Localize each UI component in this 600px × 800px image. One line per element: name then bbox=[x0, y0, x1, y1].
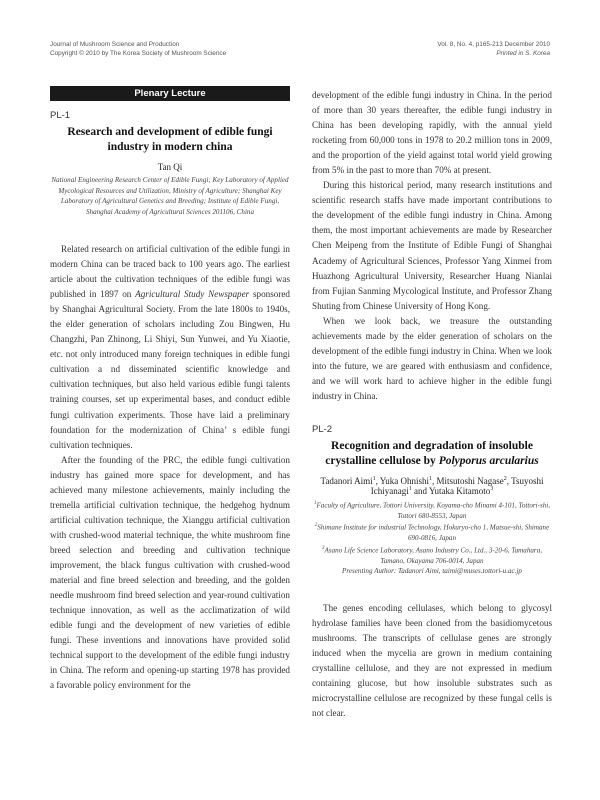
abstract-body bbox=[312, 601, 552, 721]
author-affil-mark: 1 bbox=[429, 475, 433, 482]
issue-header bbox=[437, 40, 550, 58]
left-column bbox=[50, 86, 290, 693]
affil-mark: 2 bbox=[314, 523, 318, 529]
affiliation bbox=[312, 521, 552, 543]
affiliation-text: Shimane Institute for industrial Technology, Hokuryo-cho 1, Matsue-shi, Shimane 690-0816, Japan bbox=[317, 523, 550, 543]
species-name: Polyporus arcularius bbox=[438, 454, 539, 467]
copyright-line: Copyright © 2010 by The Korea Society of Mushroom Science bbox=[50, 50, 227, 57]
title-text: Recognition and degradation of insoluble crystalline cellulose by bbox=[325, 439, 533, 467]
paragraph bbox=[50, 242, 290, 453]
paragraph: After the founding of the PRC, the edible fungi cultivation industry has gained more space for development, and has achieved many milestone achievements, mainly including the tremella artificial cultivation technique, the hedgehog hydnum artificial cultivation technique, the Xianggu artificial cultivation with crushed-wood material technique, the white mushroom fine breed selection and breeding and cultivation technique improvement, the black fungus cultivation with crushed-wood material and fine breed selection and breeding, and the golden needle mushroom find breed selection and year-round cultivation technique innovation, as well as the acclimatization of wild edible fungi and the development of new varieties of edible fungi. These inventions and innovations have provided solid technical support to the development of the edible fungi industry in China. The reform and opening-up starting 1978 has provided a favorable policy environment for the bbox=[50, 454, 290, 691]
paragraph-text: sponsored by Shanghai Agricultural Society. From the late 1800s to 1940s, the elder generation of scholars including Zou Bingwen, Hu Changzhi, Pan Zhinong, Li Shiyi, Sun Yunwei, and Yu Xiaotie, etc. not only introduced many foreign techniques in edible fungi cultivation a nd disseminated scientific knowledge and cultivation techniques, but also held various edible fungi talents training courses, set up experimental bases, and conduct edible fungi cultivation experiments. Those have laid a preliminary foundation for the modernization of China’ s edible fungi cultivation techniques. bbox=[50, 289, 290, 450]
lecture-id: PL-1 bbox=[50, 110, 71, 121]
author-list: Tadanori Aimi$^1$, Yuka Ohnishi$^1$, Mitsutoshi Nagase$^2$, Tsuyoshi Ichiyanagi$^1$ and Yutaka Kitamoto$^3$ bbox=[320, 475, 544, 496]
journal-header bbox=[50, 40, 226, 58]
abstract-body bbox=[50, 242, 290, 693]
paper-title: Research and development of edible fungi industry in modern china bbox=[67, 126, 273, 153]
author-affil-mark: 1 bbox=[408, 485, 412, 492]
affiliation-text: Faculty of Agriculture, Tottori University, Koyama-cho Minami 4-101, Tottori-shi, Tottori 680-8553, Japan bbox=[316, 501, 551, 520]
paragraph: During this historical period, many research institutions and scientific research staffs have made important contributions to the development of the edible fungi industry in China. Among them, the most important achievements are made by Researcher Chen Meipeng from the Institute of Edible Fungi of Shanghai Academy of Agricultural Sciences, Professor Yang Xinmei from Huazhong Agricultural University, Researcher Huang Nianlai from Fujian Sanming Mycological Institute, and Professor Zhang Shuting from Chinese University of Hong Kong. bbox=[312, 180, 552, 311]
affiliation: National Engineering Research Center of Edible Fungi; Key Laboratory of Applied Mycological Resources and Utilization, Ministry of Agriculture; Shanghai Key Laboratory of Agricultural Genetics and Breeding; Institute of Edible Fungi, Shanghai Academy of Agricultural Sciences 201106, China bbox=[51, 176, 289, 216]
author-name: Tan Qi bbox=[157, 162, 183, 172]
paragraph: development of the edible fungi industry in China. In the period of more than 30 years thereafter, the edible fungi industry in China has been developing rapidly, with the annual yield rocketing from 60,000 tons in 1978 to 20.2 million tons in 2009, and the proportion of the yield against total world yield growing from 5% in the past to more than 70% at present. bbox=[312, 90, 552, 176]
paragraph-text: Related research on artificial cultivation of the edible fungi in modern China can be traced back to 100 years ago. The earliest article about the cultivation techniques of the edible fungi was published in 1897 on bbox=[50, 244, 290, 300]
affiliation-text: Asano Life Science Laboratory, Asano Industry Co., Ltd., 3-20-6, Tamahara, Tamano, Okayama 706-0014, Japan bbox=[324, 546, 543, 565]
publication-name: Agricultural Study Newspaper bbox=[135, 289, 250, 300]
affil-mark: 1 bbox=[313, 500, 317, 506]
paragraph: When we look back, we treasure the outstanding achievements made by the elder generation of scholars on the development of the edible fungi industry in China. When we look into the future, we are geared with enthusiasm and confidence, and we will work hard to achieve higher in the edible fungi industry in China. bbox=[312, 315, 552, 401]
affil-mark: 3 bbox=[321, 545, 325, 551]
affiliation bbox=[312, 544, 552, 566]
author-affil-mark: 1 bbox=[372, 475, 376, 482]
printed-line: Printed in S. Korea bbox=[496, 50, 550, 57]
presenting-author: Presenting Author: Tadanori Aimi, taimi@muses.tottori-u.ac.jp bbox=[342, 567, 522, 576]
author-affil-mark: 2 bbox=[503, 475, 507, 482]
journal-name: Journal of Mushroom Science and Production bbox=[50, 41, 180, 48]
plenary-lecture-banner: Plenary Lecture bbox=[50, 86, 290, 101]
right-column bbox=[312, 88, 552, 721]
paper-title bbox=[312, 439, 552, 469]
affiliation bbox=[312, 499, 552, 521]
author-affil-mark: 3 bbox=[490, 485, 494, 492]
volume-line: Vol. 8, No. 4, p165-213 December 2010 bbox=[437, 41, 550, 48]
author-name: Yuka Ohnishi bbox=[379, 475, 430, 486]
paragraph: The genes encoding cellulases, which belong to glycosyl hydrolase families have been cloned from the basidiomycetous mushrooms. The transcripts of cellulase genes are strongly induced when the mycelia are grown in medium containing crystalline cellulose, and they are not expressed in medium containing glucose, but how insoluble substrates such as microcrystalline cellulose are recognized by these fungal cells is not clear. bbox=[312, 602, 552, 718]
author-name: Tsuyoshi Ichiyanagi bbox=[370, 475, 544, 496]
author-name: Yutaka Kitamoto bbox=[428, 485, 491, 496]
lecture-id: PL-2 bbox=[312, 423, 333, 435]
author-name: Mitsutoshi Nagase bbox=[436, 475, 504, 486]
author-name: Tadanori Aimi bbox=[320, 475, 373, 486]
